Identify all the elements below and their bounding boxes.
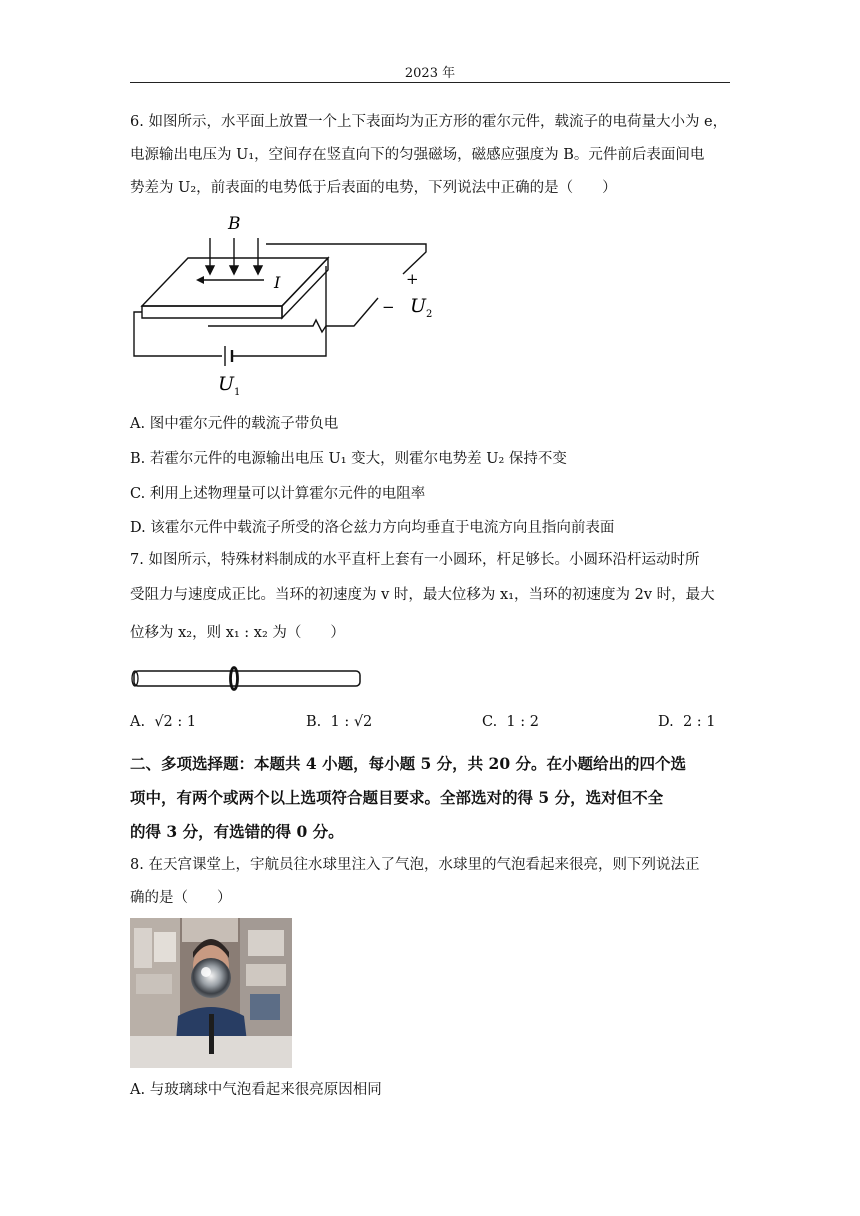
magnetic-field-arrows: [206, 238, 262, 274]
label-B: B: [228, 214, 241, 234]
label-U1: $U_1$: [218, 373, 241, 398]
q7-stem-line-2: 受阻力与速度成正比。当环的初速度为 v 时，最大位移为 x₁，当环的初速度为 2v 时，最大: [130, 587, 715, 603]
q6-option-a: A. 图中霍尔元件的载流子带负电: [130, 416, 339, 432]
q7-stem-line-3: 位移为 x₂，则 x₁ : x₂ 为（ ）: [130, 625, 345, 641]
header-rule: [130, 82, 730, 83]
q6-option-c: C. 利用上述物理量可以计算霍尔元件的电阻率: [130, 486, 426, 502]
water-ball-bubble: [191, 958, 231, 998]
q6-stem-line-3: 势差为 U₂，前表面的电势低于后表面的电势，下列说法中正确的是（ ）: [130, 180, 617, 196]
q6-stem-line-2: 电源输出电压为 U₁，空间存在竖直向下的匀强磁场，磁感应强度为 B。元件前后表面间电: [130, 147, 705, 163]
hall-element-circuit-figure: [128, 208, 448, 398]
label-plus: +: [406, 270, 419, 288]
q6-option-d: D. 该霍尔元件中载流子所受的洛仑兹力方向均垂直于电流方向且指向前表面: [130, 520, 615, 536]
q7-option-a: A. √2 : 1: [130, 714, 197, 730]
section2-heading-line-1: 二、多项选择题：本题共 4 小题，每小题 5 分，共 20 分。在小题给出的四个选: [130, 754, 687, 773]
rod-with-ring-figure: [128, 664, 366, 694]
q7-option-c: C. 1 : 2: [482, 714, 539, 730]
label-I: I: [274, 273, 281, 292]
q6-option-b: B. 若霍尔元件的电源输出电压 U₁ 变大，则霍尔电势差 U₂ 保持不变: [130, 451, 567, 467]
label-U2: $U_2$: [410, 295, 433, 320]
q7-option-d: D. 2 : 1: [658, 714, 716, 730]
page-header-title: 2023 年: [404, 66, 456, 81]
q8-option-a: A. 与玻璃球中气泡看起来很亮原因相同: [130, 1082, 382, 1098]
q6-stem-line-1: 6. 如图所示，水平面上放置一个上下表面均为正方形的霍尔元件，载流子的电荷量大小为 e，: [130, 114, 728, 130]
horizontal-rod: [134, 671, 360, 686]
hall-slab-side-face: [282, 258, 328, 318]
q7-stem-line-1: 7. 如图所示，特殊材料制成的水平直杆上套有一小圆环，杆足够长。小圆环沿杆运动时所: [130, 552, 700, 568]
hall-slab-front-face: [142, 306, 282, 318]
u2-front-wire: [208, 298, 378, 332]
section2-heading-line-3: 的得 3 分，有选错的得 0 分。: [130, 822, 344, 841]
q8-stem-line-1: 8. 在天宫课堂上，宇航员往水球里注入了气泡，水球里的气泡看起来很亮，则下列说法正: [130, 857, 700, 873]
section2-heading-line-2: 项中，有两个或两个以上选项符合题目要求。全部选对的得 5 分，选对但不全: [130, 788, 664, 807]
u2-back-wire: [266, 244, 426, 274]
tiangong-classroom-photo: [130, 918, 292, 1068]
q8-stem-line-2: 确的是（ ）: [130, 890, 232, 906]
label-minus: −: [382, 298, 395, 316]
q7-option-b: B. 1 : √2: [306, 714, 373, 730]
